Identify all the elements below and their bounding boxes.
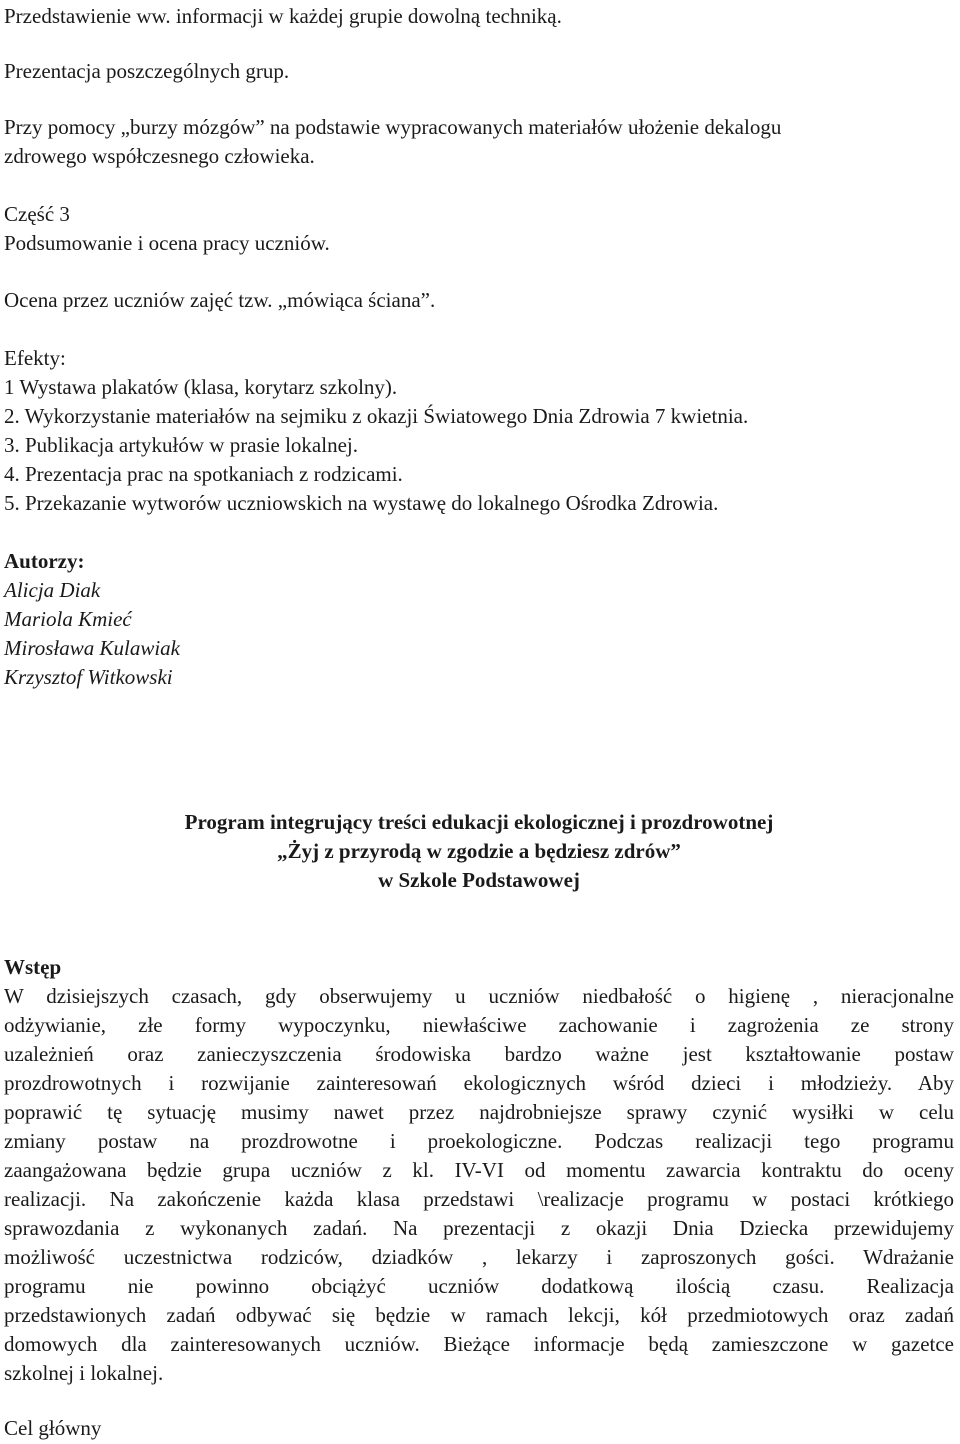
paragraph-line: programu nie powinno obciążyć uczniów dodatkową ilością czasu. Realizacja [4,1274,954,1298]
effects-item: 4. Prezentacja prac na spotkaniach z rodzicami. [4,462,403,486]
paragraph-line: odżywianie, złe formy wypoczynku, niewłaściwe zachowanie i zagrożenia ze strony [4,1013,954,1037]
program-subtitle: „Żyj z przyrodą w zgodzie a będziesz zdrów” [277,839,681,863]
effects-item: 2. Wykorzystanie materiałów na sejmiku z okazji Światowego Dnia Zdrowia 7 kwietnia. [4,404,749,428]
author-name: Mariola Kmieć [4,607,132,631]
section-heading: Cel główny [4,1416,102,1440]
text-line: zdrowego współczesnego człowieka. [4,144,315,168]
effects-heading: Efekty: [4,346,66,370]
author-name: Alicja Diak [4,578,101,602]
paragraph-line: uzależnień oraz zanieczyszczenia środowiska bardzo ważne jest kształtowanie postaw [4,1042,954,1066]
intro-heading: Wstęp [4,955,62,979]
program-title: Program integrujący treści edukacji ekologicznej i prozdrowotnej [184,810,774,834]
text-line: Podsumowanie i ocena pracy uczniów. [4,231,330,255]
paragraph-line: zaangażowana będzie grupa uczniów z kl. IV-VI od momentu zawarcia kontraktu do oceny [4,1158,954,1182]
section-heading: Część 3 [4,202,70,226]
paragraph-line: domowych dla zainteresowanych uczniów. Bieżące informacje będą zamieszczone w gazetce [4,1332,954,1356]
intro-paragraph [4,982,954,1388]
effects-item: 1 Wystawa plakatów (klasa, korytarz szkolny). [4,375,398,399]
text-line: Przy pomocy „burzy mózgów” na podstawie wypracowanych materiałów ułożenie dekalogu [4,115,782,139]
text-line: Przedstawienie ww. informacji w każdej grupie dowolną techniką. [4,4,562,28]
text-line: Prezentacja poszczególnych grup. [4,59,290,83]
paragraph-line: poprawić tę sytuację musimy nawet przez najdrobniejsze sprawy czynić wysiłki w celu [4,1100,954,1124]
program-school: w Szkole Podstawowej [378,868,580,892]
paragraph-line: przedstawionych zadań odbywać się będzie w ramach lekcji, kół przedmiotowych oraz zadań [4,1303,954,1327]
paragraph-line: prozdrowotnych i rozwijanie zainteresowań ekologicznych wśród dzieci i młodzieży. Aby [4,1071,954,1095]
paragraph-line: możliwość uczestnictwa rodziców, dziadków , lekarzy i zaproszonych gości. Wdrażanie [4,1245,954,1269]
text-line: Ocena przez uczniów zajęć tzw. „mówiąca ściana”. [4,288,436,312]
paragraph-line: szkolnej i lokalnej. [4,1361,164,1385]
author-name: Mirosława Kulawiak [4,636,180,660]
paragraph-line: realizacji. Na zakończenie każda klasa przedstawi \realizacje programu w postaci krótkiego [4,1187,954,1211]
authors-label: Autorzy: [4,549,85,573]
paragraph-line: W dzisiejszych czasach, gdy obserwujemy u uczniów niedbałość o higienę , nieracjonalne [4,984,954,1008]
paragraph-line: zmiany postaw na prozdrowotne i proekologiczne. Podczas realizacji tego programu [4,1129,954,1153]
effects-item: 3. Publikacja artykułów w prasie lokalnej. [4,433,358,457]
author-name: Krzysztof Witkowski [4,665,173,689]
paragraph-line: sprawozdania z wykonanych zadań. Na prezentacji z okazji Dnia Dziecka przewidujemy [4,1216,954,1240]
document-page [4,0,954,1444]
effects-item: 5. Przekazanie wytworów uczniowskich na wystawę do lokalnego Ośrodka Zdrowia. [4,491,719,515]
